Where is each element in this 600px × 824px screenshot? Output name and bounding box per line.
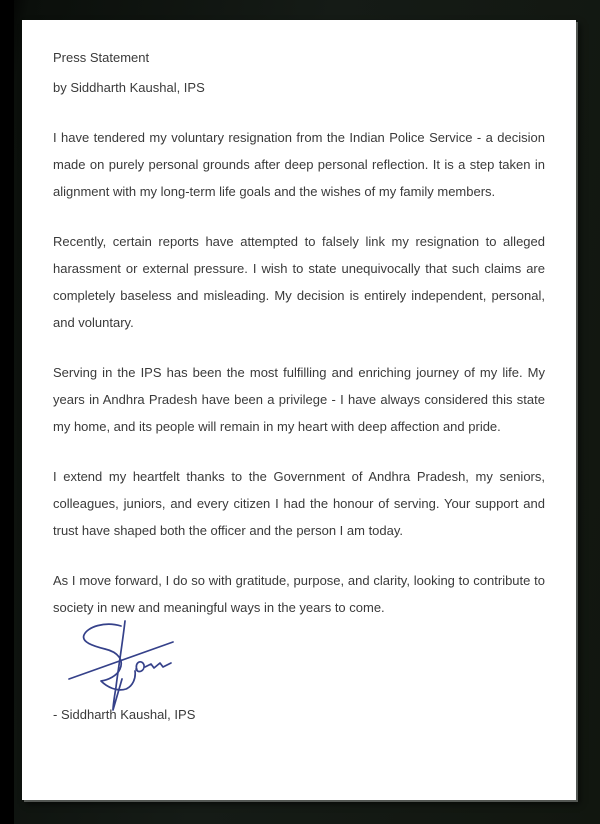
paragraph-future: As I move forward, I do so with gratitude, purpose, and clarity, looking to contribute to society in new and meaningful ways in the years to come.: [53, 573, 545, 615]
paragraph-service: Serving in the IPS has been the most fulfilling and enriching journey of my life. My years in Andhra Pradesh have been a privilege - I have always considered this state my home, and its people will remain in my heart with deep affection and pride.: [53, 365, 545, 434]
signature-block: [53, 644, 545, 754]
left-edge-vignette: [0, 0, 14, 824]
document-header: [53, 43, 545, 103]
press-statement-page: [22, 20, 576, 800]
signoff-name: - Siddharth Kaushal, IPS: [53, 707, 196, 722]
paragraph-thanks: I extend my heartfelt thanks to the Government of Andhra Pradesh, my seniors, colleagues, juniors, and every citizen I had the honour of serving. Your support and trust have shaped both the officer and the person I am today.: [53, 469, 545, 538]
paragraph-denial: Recently, certain reports have attempted to falsely link my resignation to alleged harassment or external pressure. I wish to state unequivocally that such claims are completely baseless and misleading. My decision is entirely independent, personal, and voluntary.: [53, 234, 545, 330]
paragraph-resignation: I have tendered my voluntary resignation from the Indian Police Service - a decision made on purely personal grounds after deep personal reflection. It is a step taken in alignment with my long-term life goals and the wishes of my family members.: [53, 130, 545, 199]
document-title: Press Statement: [53, 50, 150, 65]
document-byline: by Siddharth Kaushal, IPS: [53, 80, 205, 95]
